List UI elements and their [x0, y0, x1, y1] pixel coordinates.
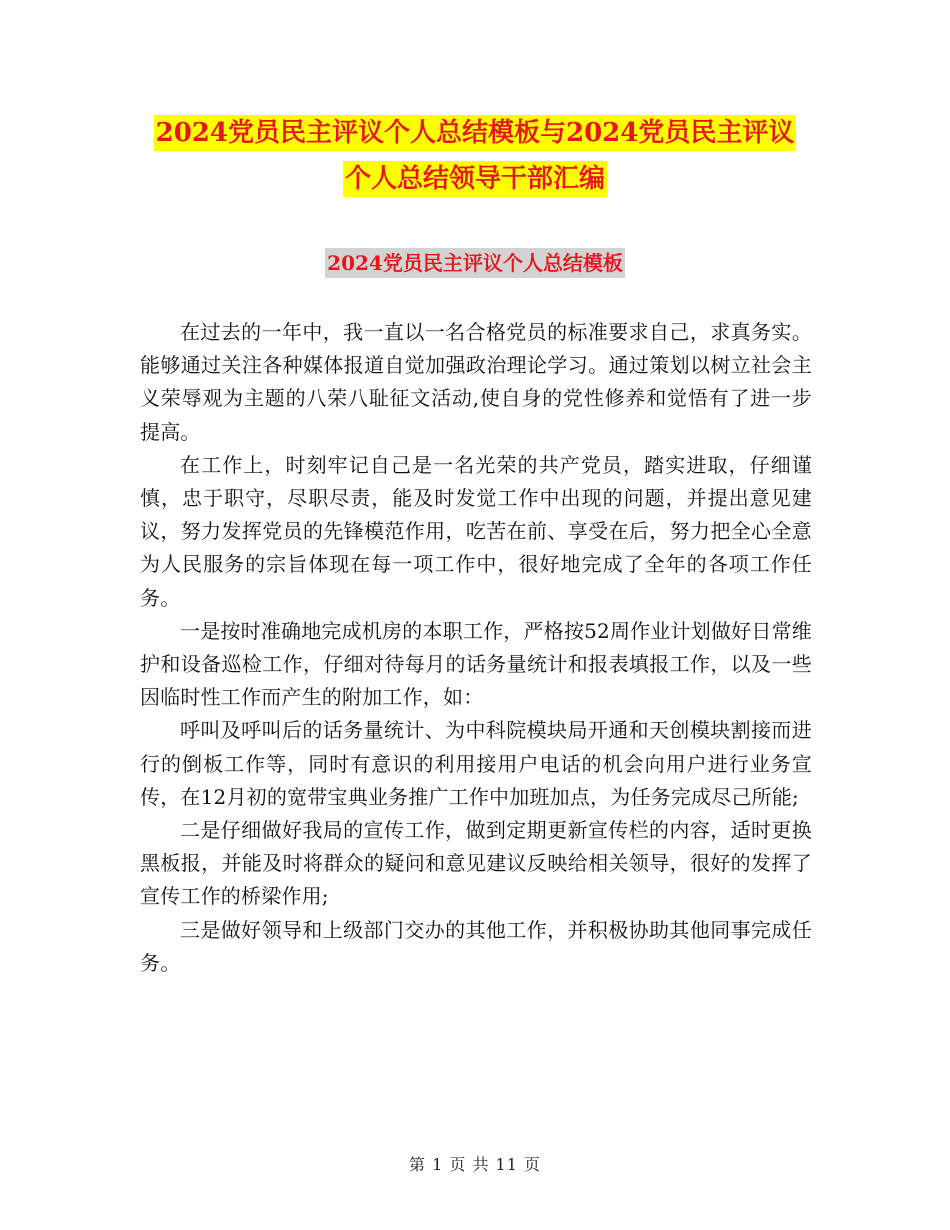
title-line-2: 个人总结领导干部汇编: [0, 156, 950, 202]
page-footer: 第 1 页 共 11 页: [409, 1155, 541, 1174]
document-title: [0, 110, 950, 202]
section-title: 2024党员民主评议个人总结模板: [0, 245, 950, 281]
paragraph: 二是仔细做好我局的宣传工作，做到定期更新宣传栏的内容，适时更换黑板报，并能及时将群众的疑问和意见建议反映给相关领导，很好的发挥了宣传工作的桥梁作用;: [140, 818, 812, 909]
paragraph: 一是按时准确地完成机房的本职工作，严格按52周作业计划做好日常维护和设备巡检工作，仔细对待每月的话务量统计和报表填报工作，以及一些因临时性工作而产生的附加工作，如：: [140, 618, 812, 710]
paragraph: 呼叫及呼叫后的话务量统计、为中科院模块局开通和天创模块割接而进行的倒板工作等，同时有意识的利用接用户电话的机会向用户进行业务宣传，在12月初的宽带宝典业务推广工作中加班加点，为任务完成尽己所能;: [140, 718, 812, 809]
paragraph: 在过去的一年中，我一直以一名合格党员的标准要求自己，求真务实。能够通过关注各种媒体报道自觉加强政治理论学习。通过策划以树立社会主义荣辱观为主题的八荣八耻征文活动,使自身的党性修养和觉悟有了进一步提高。: [140, 320, 812, 444]
document-body: [140, 316, 812, 980]
paragraph: 在工作上，时刻牢记自己是一名光荣的共产党员，踏实进取，仔细谨慎，忠于职守，尽职尽责，能及时发觉工作中出现的问题，并提出意见建议，努力发挥党员的先锋模范作用，吃苦在前、享受在后，努力把全心全意为人民服务的宗旨体现在每一项工作中，很好地完成了全年的各项工作任务。: [140, 452, 812, 610]
title-line-1: 2024党员民主评议个人总结模板与2024党员民主评议: [0, 110, 950, 156]
paragraph: 三是做好领导和上级部门交办的其他工作，并积极协助其他同事完成任务。: [140, 917, 812, 975]
